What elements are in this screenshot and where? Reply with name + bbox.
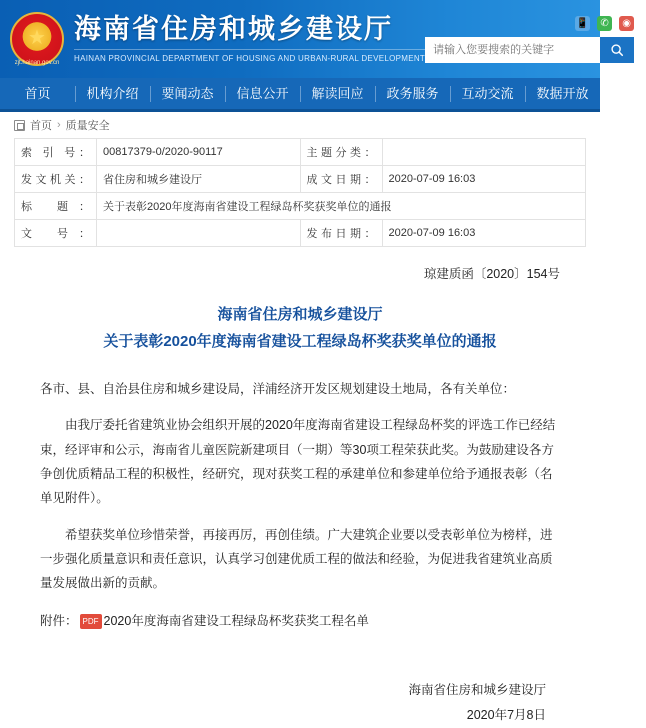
attachment-link[interactable]: 2020年度海南省建设工程绿岛杯奖获奖工程名单: [103, 613, 369, 628]
home-icon: [14, 120, 25, 131]
meta-value-issuer: 省住房和城乡建设厅: [97, 166, 301, 193]
emblem-caption: zjt.hainan.gov.cn: [14, 60, 60, 66]
national-emblem-icon: [10, 12, 64, 66]
document-content: [0, 247, 600, 728]
site-titles: [74, 15, 425, 64]
phone-icon[interactable]: 📱: [576, 17, 589, 29]
nav-item-home[interactable]: 首页: [24, 85, 51, 101]
meta-label-publish-date: 发布日期：: [300, 220, 382, 247]
meta-label-category: 主题分类：: [300, 139, 382, 166]
nav-item-open-data[interactable]: 数据开放: [525, 77, 600, 111]
doc-title-line1: 海南省住房和城乡建设厅: [217, 305, 383, 323]
meta-label-written-date: 成文日期：: [300, 166, 382, 193]
signature-org: 海南省住房和城乡建设厅: [408, 682, 546, 697]
meta-value-publish-date: 2020-07-09 16:03: [382, 220, 586, 247]
meta-value-written-date: 2020-07-09 16:03: [382, 166, 586, 193]
wechat-icon[interactable]: ✆: [597, 16, 612, 31]
meta-value-title: 关于表彰2020年度海南省建设工程绿岛杯奖获奖单位的通报: [97, 193, 586, 220]
site-title-en: HAINAN PROVINCIAL DEPARTMENT OF HOUSING AND URBAN-RURAL DEVELOPMENT: [74, 49, 425, 63]
signature-date: 2020年7月8日: [466, 707, 546, 722]
breadcrumb: [0, 112, 600, 138]
search-button[interactable]: [600, 37, 634, 63]
breadcrumb-home[interactable]: 首页: [30, 120, 52, 132]
nav-item-interpretation[interactable]: 解读回应: [300, 77, 375, 111]
header-brand: [0, 12, 425, 66]
table-row: [15, 193, 586, 220]
meta-wrap: [0, 138, 600, 247]
document-signature: [40, 678, 560, 728]
nav-item-interaction[interactable]: 互动交流: [450, 77, 525, 111]
meta-label-docnum: 文 号：: [15, 220, 97, 247]
meta-label-issuer: 发文机关：: [15, 166, 97, 193]
nav-item-news[interactable]: 要闻动态: [150, 77, 225, 111]
table-row: [15, 166, 586, 193]
meta-value-index: 00817379-0/2020-90117: [97, 139, 301, 166]
pdf-icon: PDF: [80, 614, 102, 629]
doc-title-line2: 关于表彰2020年度海南省建设工程绿岛杯奖获奖单位的通报: [103, 332, 497, 350]
breadcrumb-current: 质量安全: [65, 120, 110, 132]
main-nav: [0, 78, 600, 112]
attachment-row: [40, 610, 560, 634]
meta-label-title: 标 题：: [15, 193, 97, 220]
search-box[interactable]: [425, 37, 634, 63]
meta-label-index: 索 引 号：: [15, 139, 97, 166]
page-title: [40, 301, 560, 355]
weibo-icon[interactable]: ◉: [619, 16, 634, 31]
meta-value-category: [382, 139, 586, 166]
nav-item-services[interactable]: 政务服务: [375, 77, 450, 111]
site-header: [0, 0, 631, 78]
document-paragraph: 希望获奖单位珍惜荣誉，再接再厉，再创佳绩。广大建筑企业要以受表彰单位为榜样，进一步强化质量意识和责任意识，认真学习创建优质工程的做法和经验，为促进我省建筑业高质量发展做出新的贡献。: [40, 527, 553, 591]
header-tools: [425, 16, 646, 63]
breadcrumb-separator: ›: [57, 119, 61, 131]
nav-item-org[interactable]: 机构介绍: [75, 77, 150, 111]
document-body: [40, 377, 560, 634]
document-number: 琼建质函〔2020〕154号: [423, 267, 560, 281]
meta-value-docnum: [97, 220, 301, 247]
table-row: [15, 220, 586, 247]
document-paragraph: 各市、县、自治县住房和城乡建设局，洋浦经济开发区规划建设土地局，各有关单位：: [40, 381, 516, 396]
search-icon: [610, 43, 624, 57]
nav-item-disclosure[interactable]: 信息公开: [225, 77, 300, 111]
search-input[interactable]: [425, 37, 600, 63]
site-title-cn: 海南省住房和城乡建设厅: [74, 13, 393, 44]
document-paragraph: 由我厅委托省建筑业协会组织开展的2020年度海南省建设工程绿岛杯奖的评选工作已经结束，经评审和公示，海南省儿童医院新建项目（一期）等30项工程荣获此奖。为鼓励建设各方争创优质精品工程的积极性，经研究，现对获奖工程的承建单位和参建单位给予通报表彰（名单见附件）。: [40, 418, 556, 506]
header-mini-icons: [575, 16, 634, 31]
attachment-prefix: 附件：: [40, 613, 78, 628]
table-row: [15, 139, 586, 166]
document-meta-table: [14, 138, 586, 247]
